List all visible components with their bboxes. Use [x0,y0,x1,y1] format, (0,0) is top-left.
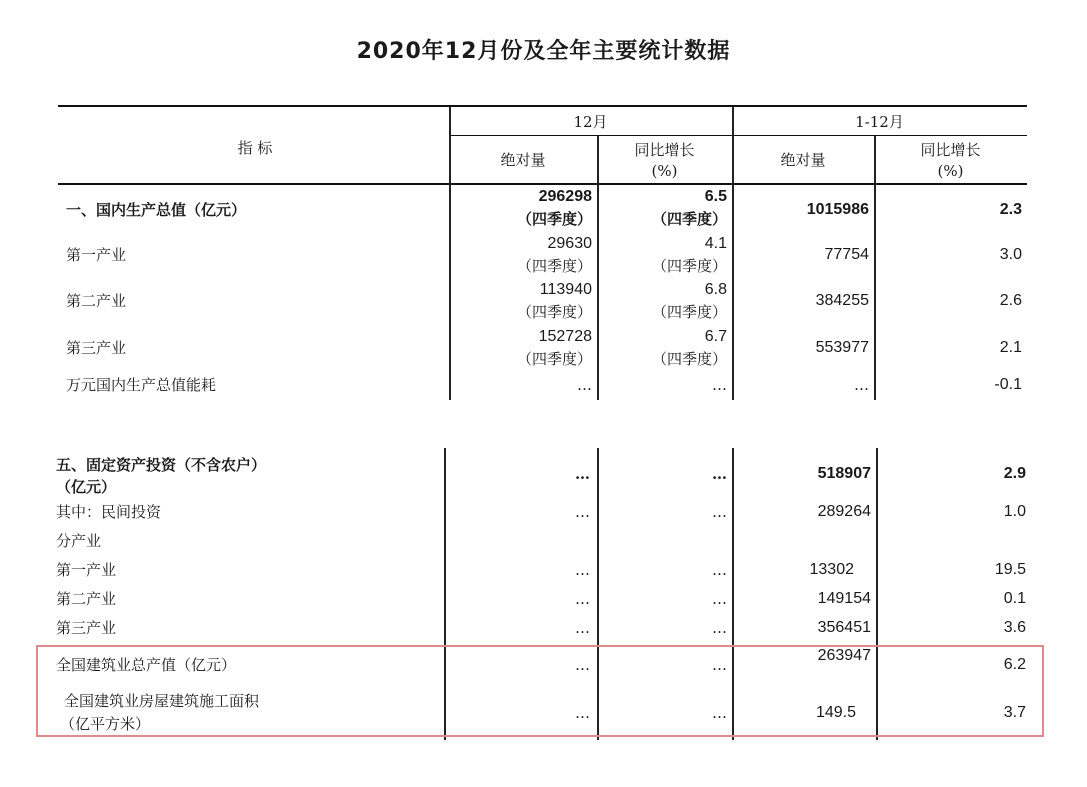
header-pct: (%) [937,162,964,180]
dec-absolute-note: （四季度） [516,303,592,321]
dec-absolute: … [575,561,590,579]
dec-absolute: … [575,465,590,483]
dec-growth: … [712,376,727,394]
header-bottom-rule [58,183,1027,185]
dec-absolute-note: （四季度） [516,257,592,275]
header-indicator: 指 标 [237,139,273,157]
row-label: 第二产业 [66,292,127,310]
dec-growth: 6.7 [704,328,727,345]
dec-absolute-note: （四季度） [516,210,592,228]
dec-growth-note: （四季度） [651,303,727,321]
ytd-absolute: … [854,376,869,394]
ytd-growth: 2.3 [999,201,1022,218]
ytd-absolute: 149.5 [815,704,856,721]
ytd-growth: 3.6 [1003,619,1026,636]
row-label: 第二产业 [56,590,117,608]
ytd-growth: 6.2 [1003,656,1026,673]
row-label: 五、固定资产投资（不含农户） [56,456,267,474]
row-label: 其中：民间投资 [56,503,162,521]
header-december: 12月 [573,113,608,131]
dec-growth: 6.5 [704,188,727,205]
row-label: 万元国内生产总值能耗 [66,376,217,394]
row-label: 全国建筑业总产值（亿元） [56,656,237,674]
dec-growth: … [712,619,727,637]
ytd-absolute: 149154 [817,590,871,607]
ytd-growth: 3.7 [1003,704,1026,721]
dec-absolute: … [575,656,590,674]
dec-absolute: 29630 [547,235,592,252]
header-absolute: 绝对量 [780,151,826,169]
dec-absolute: … [577,376,592,394]
dec-absolute: 113940 [539,281,592,298]
ytd-absolute: 1015986 [806,201,869,218]
dec-absolute: … [575,704,590,722]
dec-growth: … [712,590,727,608]
header-pct: (%) [651,162,678,180]
header-growth: 同比增长 [920,141,981,159]
table-top-rule [58,105,1027,107]
ytd-growth: -0.1 [994,376,1022,393]
ytd-absolute: 384255 [815,292,869,309]
header-absolute: 绝对量 [500,151,546,169]
ytd-growth: 2.9 [1003,465,1026,482]
dec-growth: 6.8 [704,281,727,298]
ytd-absolute: 553977 [815,339,869,356]
header-january-december: 1-12月 [855,113,904,131]
row-label: 一、国内生产总值（亿元） [66,201,247,219]
dec-absolute: 152728 [538,328,592,345]
row-label: 全国建筑业房屋建筑施工面积 [64,692,260,710]
dec-growth: … [712,503,727,521]
row-label: 第一产业 [56,561,117,579]
dec-growth-note: （四季度） [651,257,727,275]
ytd-growth: 2.6 [999,292,1022,309]
dec-growth: … [712,656,727,674]
row-label: 第三产业 [56,619,117,637]
ytd-growth: 3.0 [999,246,1022,263]
row-label: 第三产业 [66,339,127,357]
ytd-absolute: 518907 [817,465,871,482]
dec-growth-note: （四季度） [651,350,727,368]
row-label: （亿元） [56,478,117,496]
dec-growth: 4.1 [704,235,727,252]
ytd-absolute: 13302 [809,561,854,578]
header-growth: 同比增长 [634,141,695,159]
ytd-absolute: 356451 [817,619,871,636]
ytd-growth: 0.1 [1003,590,1026,607]
dec-growth-note: （四季度） [651,210,727,228]
dec-absolute: … [575,503,590,521]
page-title: 2020年12月份及全年主要统计数据 [356,39,731,64]
ytd-growth: 2.1 [999,339,1022,356]
dec-growth: … [712,561,727,579]
ytd-absolute: 77754 [824,246,869,263]
row-label: 分产业 [56,532,102,550]
dec-growth: … [712,465,727,483]
row-label: （亿平方米） [60,715,151,733]
ytd-absolute: 289264 [817,503,871,520]
header-mid-rule [449,135,1027,136]
row-label: 第一产业 [66,246,127,264]
dec-absolute: … [575,619,590,637]
dec-absolute-note: （四季度） [516,350,592,368]
dec-growth: … [712,704,727,722]
ytd-growth: 19.5 [994,561,1026,578]
dec-absolute: 296298 [538,188,592,205]
dec-absolute: … [575,590,590,608]
ytd-absolute: 263947 [817,647,871,664]
ytd-growth: 1.0 [1003,503,1026,520]
